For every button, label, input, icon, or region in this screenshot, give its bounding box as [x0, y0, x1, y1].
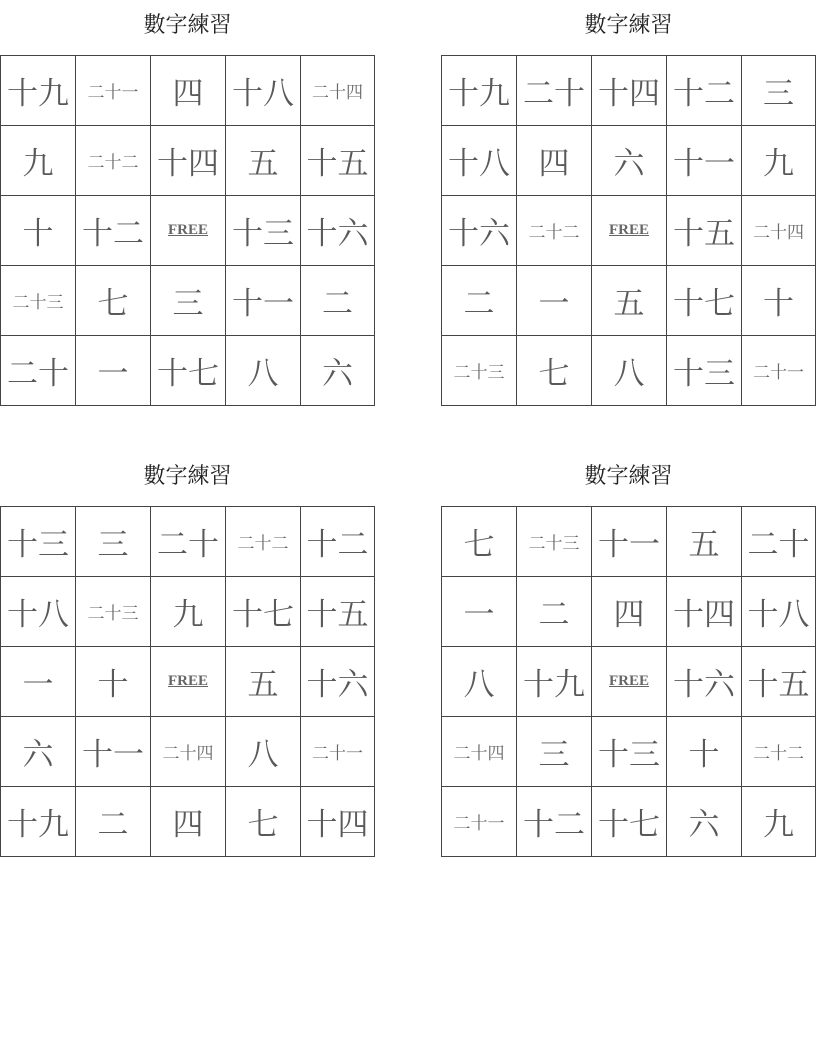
bingo-cell: 六 [1, 717, 76, 787]
bingo-cell: 十四 [592, 56, 667, 126]
bingo-cell: 十七 [151, 336, 226, 406]
bingo-cell: 二十 [151, 507, 226, 577]
bingo-grid [441, 55, 816, 406]
bingo-cell: 十 [76, 647, 151, 717]
bingo-cell: 二十二 [226, 507, 301, 577]
bingo-cell: 十七 [226, 577, 301, 647]
bingo-cell: 二十 [1, 336, 76, 406]
free-space: FREE [151, 647, 226, 717]
free-space: FREE [592, 647, 667, 717]
bingo-cell: 十 [667, 717, 742, 787]
bingo-cell: 九 [151, 577, 226, 647]
bingo-cell: 十一 [667, 126, 742, 196]
bingo-cell: 十八 [742, 577, 816, 647]
bingo-cell: 一 [1, 647, 76, 717]
bingo-cell: 七 [226, 787, 301, 857]
bingo-cell: 三 [517, 717, 592, 787]
bingo-cell: 十六 [301, 647, 375, 717]
card-title: 數字練習 [584, 464, 673, 489]
bingo-cell: 七 [442, 507, 517, 577]
bingo-cell: 十五 [742, 647, 816, 717]
bingo-cell: 十五 [667, 196, 742, 266]
bingo-cell: 二十三 [76, 577, 151, 647]
bingo-cell: 十七 [667, 266, 742, 336]
bingo-cell: 二十三 [442, 336, 517, 406]
bingo-cell: 七 [76, 266, 151, 336]
bingo-cell: 十二 [517, 787, 592, 857]
card-title: 數字練習 [143, 13, 232, 38]
bingo-cell: 十八 [442, 126, 517, 196]
bingo-cell: 二 [76, 787, 151, 857]
bingo-cell: 十 [742, 266, 816, 336]
bingo-cell: 二十二 [742, 717, 816, 787]
bingo-cell: 十三 [226, 196, 301, 266]
bingo-cell: 二 [301, 266, 375, 336]
bingo-grid [0, 55, 375, 406]
bingo-cell: 九 [1, 126, 76, 196]
bingo-cell: 十 [1, 196, 76, 266]
bingo-cell: 十四 [667, 577, 742, 647]
bingo-cell: 三 [76, 507, 151, 577]
bingo-cell: 四 [151, 787, 226, 857]
card-title: 數字練習 [143, 464, 232, 489]
bingo-cell: 十一 [592, 507, 667, 577]
bingo-cell: 二十四 [151, 717, 226, 787]
bingo-cell: 六 [667, 787, 742, 857]
bingo-cell: 十六 [667, 647, 742, 717]
bingo-cell: 二十四 [301, 56, 375, 126]
bingo-cell: 二 [517, 577, 592, 647]
bingo-card-4 [441, 451, 816, 857]
bingo-cell: 五 [667, 507, 742, 577]
bingo-cell: 二十 [742, 507, 816, 577]
bingo-cell: 五 [226, 126, 301, 196]
bingo-cell: 六 [592, 126, 667, 196]
bingo-cell: 二十四 [742, 196, 816, 266]
bingo-cell: 十三 [1, 507, 76, 577]
bingo-cell: 二十一 [76, 56, 151, 126]
bingo-cell: 八 [442, 647, 517, 717]
bingo-cell: 二十三 [517, 507, 592, 577]
bingo-cell: 三 [151, 266, 226, 336]
bingo-cell: 四 [151, 56, 226, 126]
bingo-cell: 十八 [226, 56, 301, 126]
bingo-cell: 三 [742, 56, 816, 126]
bingo-grid [441, 506, 816, 857]
bingo-cell: 五 [226, 647, 301, 717]
bingo-cell: 十八 [1, 577, 76, 647]
bingo-cell: 四 [517, 126, 592, 196]
bingo-cell: 十五 [301, 126, 375, 196]
bingo-cell: 九 [742, 126, 816, 196]
bingo-cell: 二十 [517, 56, 592, 126]
bingo-cell: 十四 [301, 787, 375, 857]
bingo-cell: 二十四 [442, 717, 517, 787]
bingo-cell: 四 [592, 577, 667, 647]
bingo-cell: 二十一 [442, 787, 517, 857]
bingo-cell: 十二 [667, 56, 742, 126]
bingo-grid [0, 506, 375, 857]
bingo-cell: 二十一 [301, 717, 375, 787]
bingo-cell: 二十三 [1, 266, 76, 336]
bingo-cell: 八 [226, 717, 301, 787]
bingo-cell: 十三 [667, 336, 742, 406]
bingo-cell: 一 [442, 577, 517, 647]
bingo-cell: 十九 [1, 56, 76, 126]
bingo-cell: 五 [592, 266, 667, 336]
free-space: FREE [151, 196, 226, 266]
bingo-cell: 十九 [1, 787, 76, 857]
card-title: 數字練習 [584, 13, 673, 38]
bingo-cell: 二十一 [742, 336, 816, 406]
bingo-cell: 十五 [301, 577, 375, 647]
bingo-card-1 [0, 0, 375, 406]
bingo-cell: 九 [742, 787, 816, 857]
bingo-cell: 十七 [592, 787, 667, 857]
bingo-cell: 十六 [442, 196, 517, 266]
bingo-cell: 十二 [76, 196, 151, 266]
bingo-cell: 十一 [226, 266, 301, 336]
bingo-cell: 十九 [517, 647, 592, 717]
free-space: FREE [592, 196, 667, 266]
bingo-cell: 八 [592, 336, 667, 406]
bingo-cell: 二 [442, 266, 517, 336]
bingo-card-2 [441, 0, 816, 406]
bingo-cell: 一 [517, 266, 592, 336]
bingo-cell: 一 [76, 336, 151, 406]
bingo-cell: 十四 [151, 126, 226, 196]
bingo-cell: 七 [517, 336, 592, 406]
bingo-cell: 十三 [592, 717, 667, 787]
bingo-cell: 十九 [442, 56, 517, 126]
bingo-cell: 十六 [301, 196, 375, 266]
bingo-cell: 十二 [301, 507, 375, 577]
bingo-cell: 二十二 [517, 196, 592, 266]
bingo-cell: 六 [301, 336, 375, 406]
bingo-cell: 十一 [76, 717, 151, 787]
bingo-card-3 [0, 451, 375, 857]
bingo-cell: 八 [226, 336, 301, 406]
bingo-cell: 二十二 [76, 126, 151, 196]
